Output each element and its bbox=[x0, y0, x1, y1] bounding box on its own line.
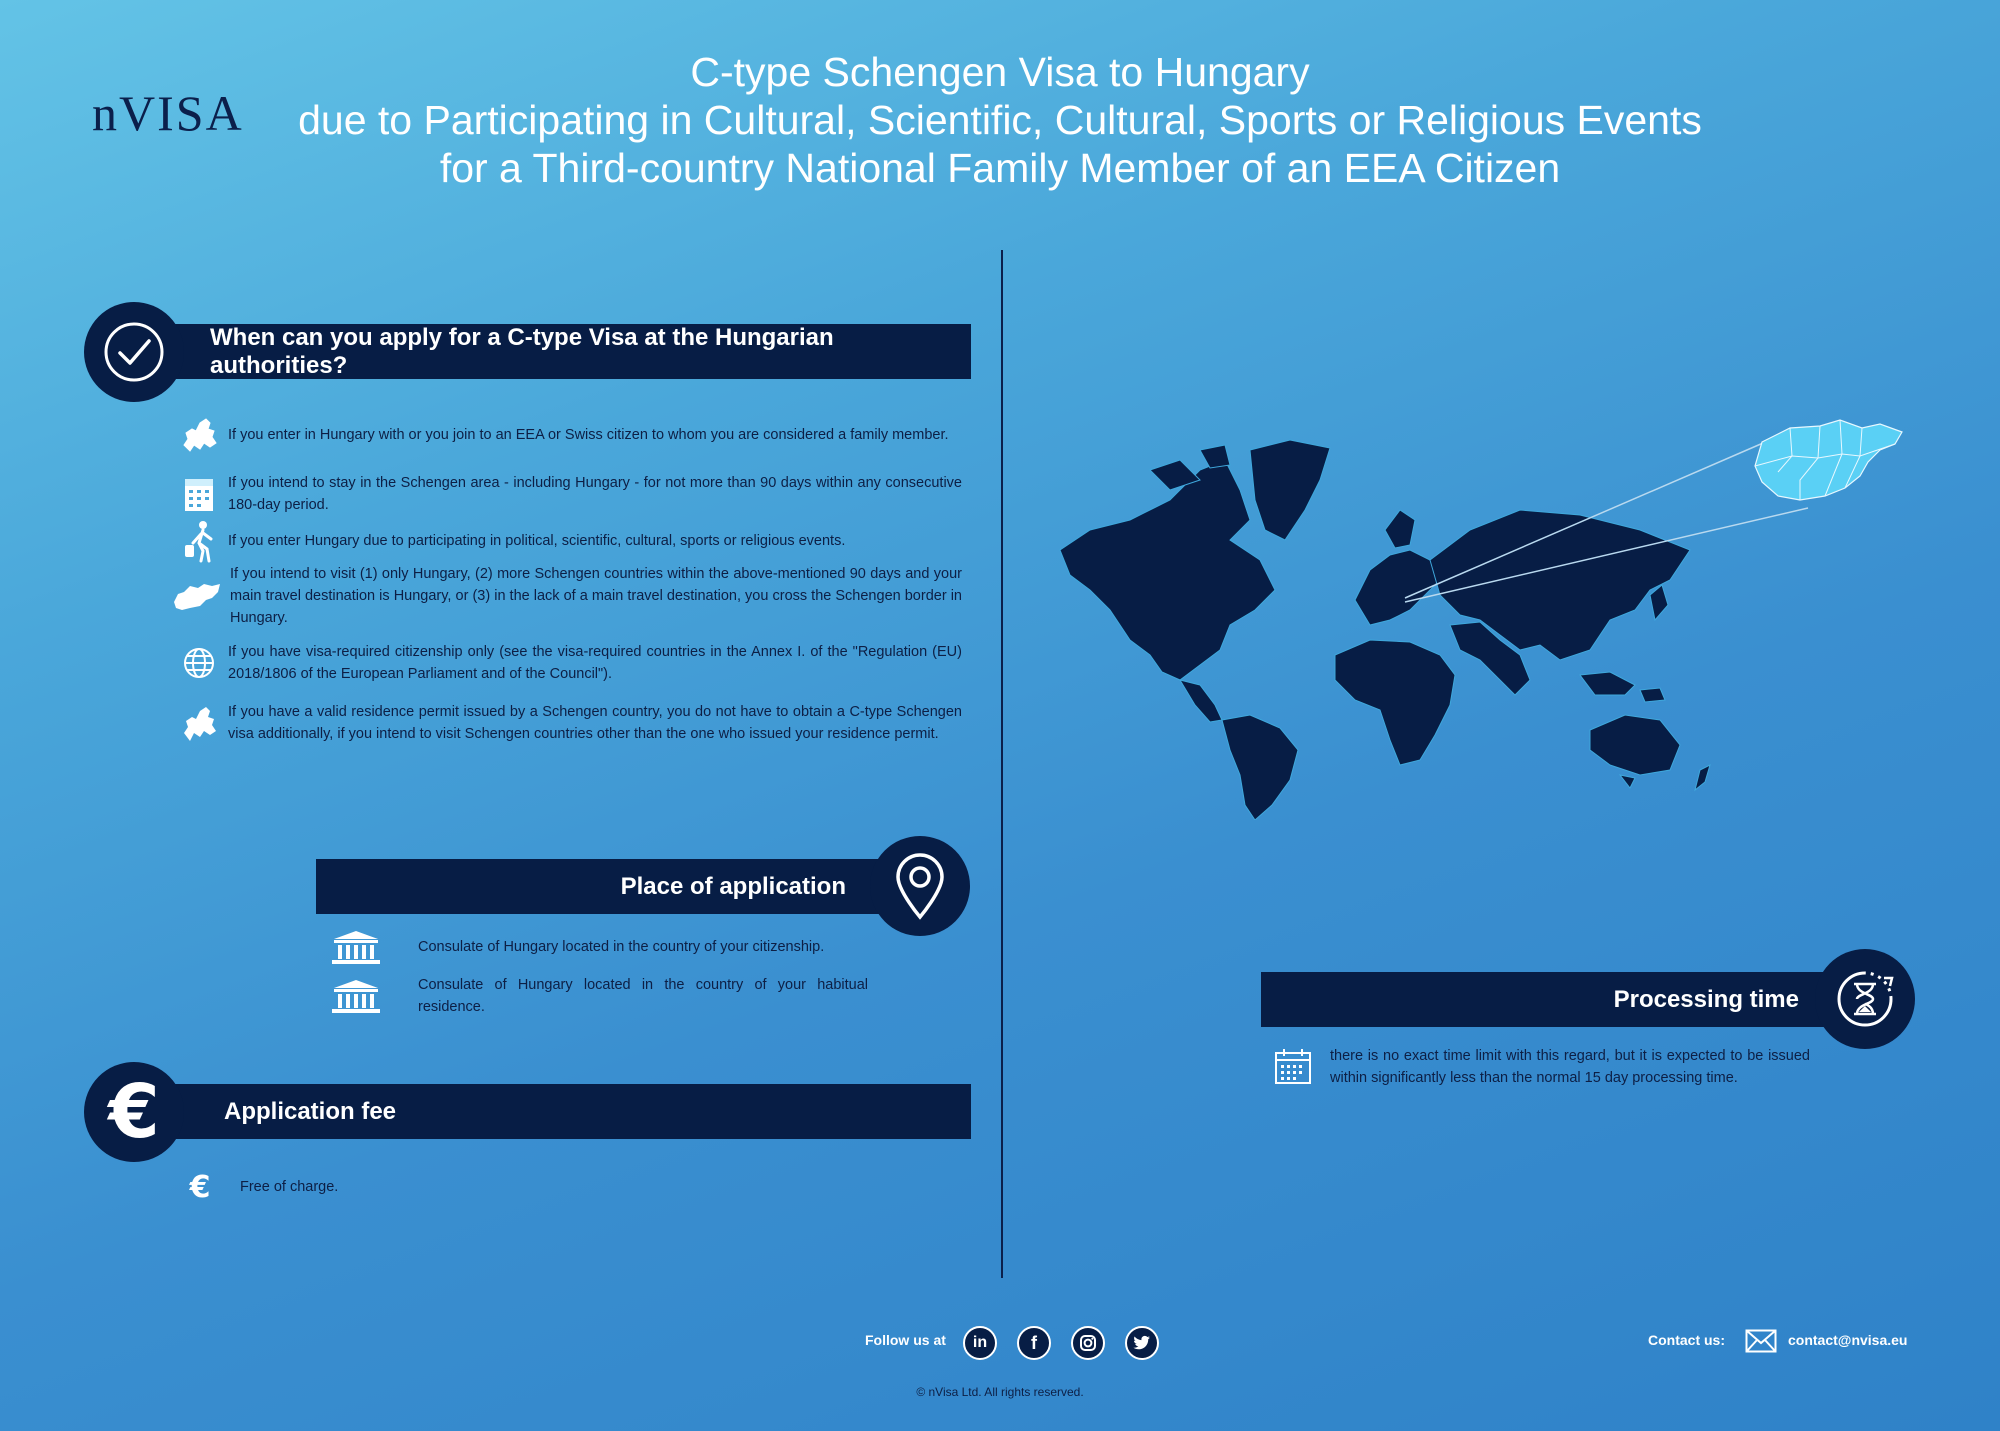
hourglass-icon bbox=[1815, 949, 1915, 1049]
fee-item-text: Free of charge. bbox=[240, 1179, 339, 1195]
follow-label: Follow us at bbox=[865, 1332, 946, 1348]
column-divider bbox=[1001, 250, 1003, 1278]
location-pin-icon bbox=[870, 836, 970, 936]
europe-map-icon bbox=[176, 700, 222, 746]
when-heading: When can you apply for a C-type Visa at the Hungarian authorities? bbox=[210, 323, 834, 379]
when-item bbox=[176, 700, 962, 746]
place-heading: Place of application bbox=[620, 872, 846, 900]
place-item bbox=[328, 924, 868, 970]
facebook-icon[interactable]: f bbox=[1017, 1326, 1051, 1360]
processing-item-text: there is no exact time limit with this regard, but it is expected to be issued within significantly less than the normal 15 day processing time. bbox=[1330, 1048, 1810, 1086]
when-item bbox=[176, 640, 962, 686]
when-heading-bar bbox=[150, 324, 971, 379]
when-item bbox=[172, 563, 962, 629]
fee-item bbox=[182, 1164, 582, 1210]
processing-heading-bar bbox=[1261, 972, 1901, 1027]
place-heading-bar bbox=[316, 859, 926, 914]
instagram-icon[interactable] bbox=[1071, 1326, 1105, 1360]
place-item-text: Consulate of Hungary located in the country of your citizenship. bbox=[418, 939, 825, 955]
when-item bbox=[176, 412, 962, 458]
when-item bbox=[176, 518, 962, 564]
copyright: © nVisa Ltd. All rights reserved. bbox=[916, 1385, 1084, 1399]
calendar-icon bbox=[176, 471, 222, 517]
europe-map-icon bbox=[176, 412, 222, 458]
contact-email-link[interactable]: contact@nvisa.eu bbox=[1788, 1332, 1908, 1348]
logo: nVISA bbox=[92, 85, 244, 141]
calendar-icon bbox=[1270, 1044, 1316, 1090]
traveler-icon bbox=[176, 518, 222, 564]
page-title bbox=[250, 48, 1750, 192]
when-item-text: If you enter in Hungary with or you join to an EEA or Swiss citizen to whom you are considered a family member. bbox=[228, 427, 949, 443]
title-line-1: C-type Schengen Visa to Hungary bbox=[690, 49, 1310, 95]
consulate-icon bbox=[328, 973, 384, 1019]
when-item-text: If you have a valid residence permit issued by a Schengen country, you do not have to obtain a C-type Schengen visa additionally, if you intend to visit Schengen countries other than the one who issued your residence permit. bbox=[228, 704, 962, 742]
processing-heading: Processing time bbox=[1613, 985, 1799, 1013]
when-item-text: If you intend to stay in the Schengen area - including Hungary - for not more than 90 days within any consecutive 180-day period. bbox=[228, 475, 962, 513]
euro-badge-icon: € bbox=[84, 1062, 184, 1162]
check-icon bbox=[84, 302, 184, 402]
globe-icon bbox=[176, 640, 222, 686]
twitter-icon[interactable] bbox=[1125, 1326, 1159, 1360]
consulate-icon bbox=[328, 924, 384, 970]
when-item bbox=[176, 471, 962, 517]
linkedin-icon[interactable]: in bbox=[963, 1326, 997, 1360]
world-map bbox=[1050, 410, 1910, 820]
when-item-text: If you enter Hungary due to participating in political, scientific, cultural, sports or religious events. bbox=[228, 533, 846, 549]
fee-heading: Application fee bbox=[224, 1097, 397, 1125]
title-line-2: due to Participating in Cultural, Scientific, Cultural, Sports or Religious Events bbox=[298, 97, 1702, 143]
when-item-text: If you have visa-required citizenship only (see the visa-required countries in the Annex I. of the "Regulation (EU) 2018/1806 of the European Parliament and of the Council"). bbox=[228, 644, 962, 682]
hungary-map-icon bbox=[172, 573, 222, 619]
when-item-text: If you intend to visit (1) only Hungary, (2) more Schengen countries within the above-mentioned 90 days and your main travel destination is Hungary, or (3) in the lack of a main travel destination, you cross the Schengen border in Hungary. bbox=[230, 566, 962, 626]
euro-icon: € bbox=[189, 1169, 211, 1205]
processing-item bbox=[1270, 1044, 1810, 1090]
fee-heading-bar bbox=[150, 1084, 971, 1139]
contact-label: Contact us: bbox=[1648, 1332, 1725, 1348]
place-item-text: Consulate of Hungary located in the country of your habitual residence. bbox=[418, 977, 868, 1015]
place-item bbox=[328, 973, 868, 1019]
mail-icon bbox=[1745, 1329, 1777, 1358]
title-line-3: for a Third-country National Family Member of an EEA Citizen bbox=[439, 145, 1561, 191]
